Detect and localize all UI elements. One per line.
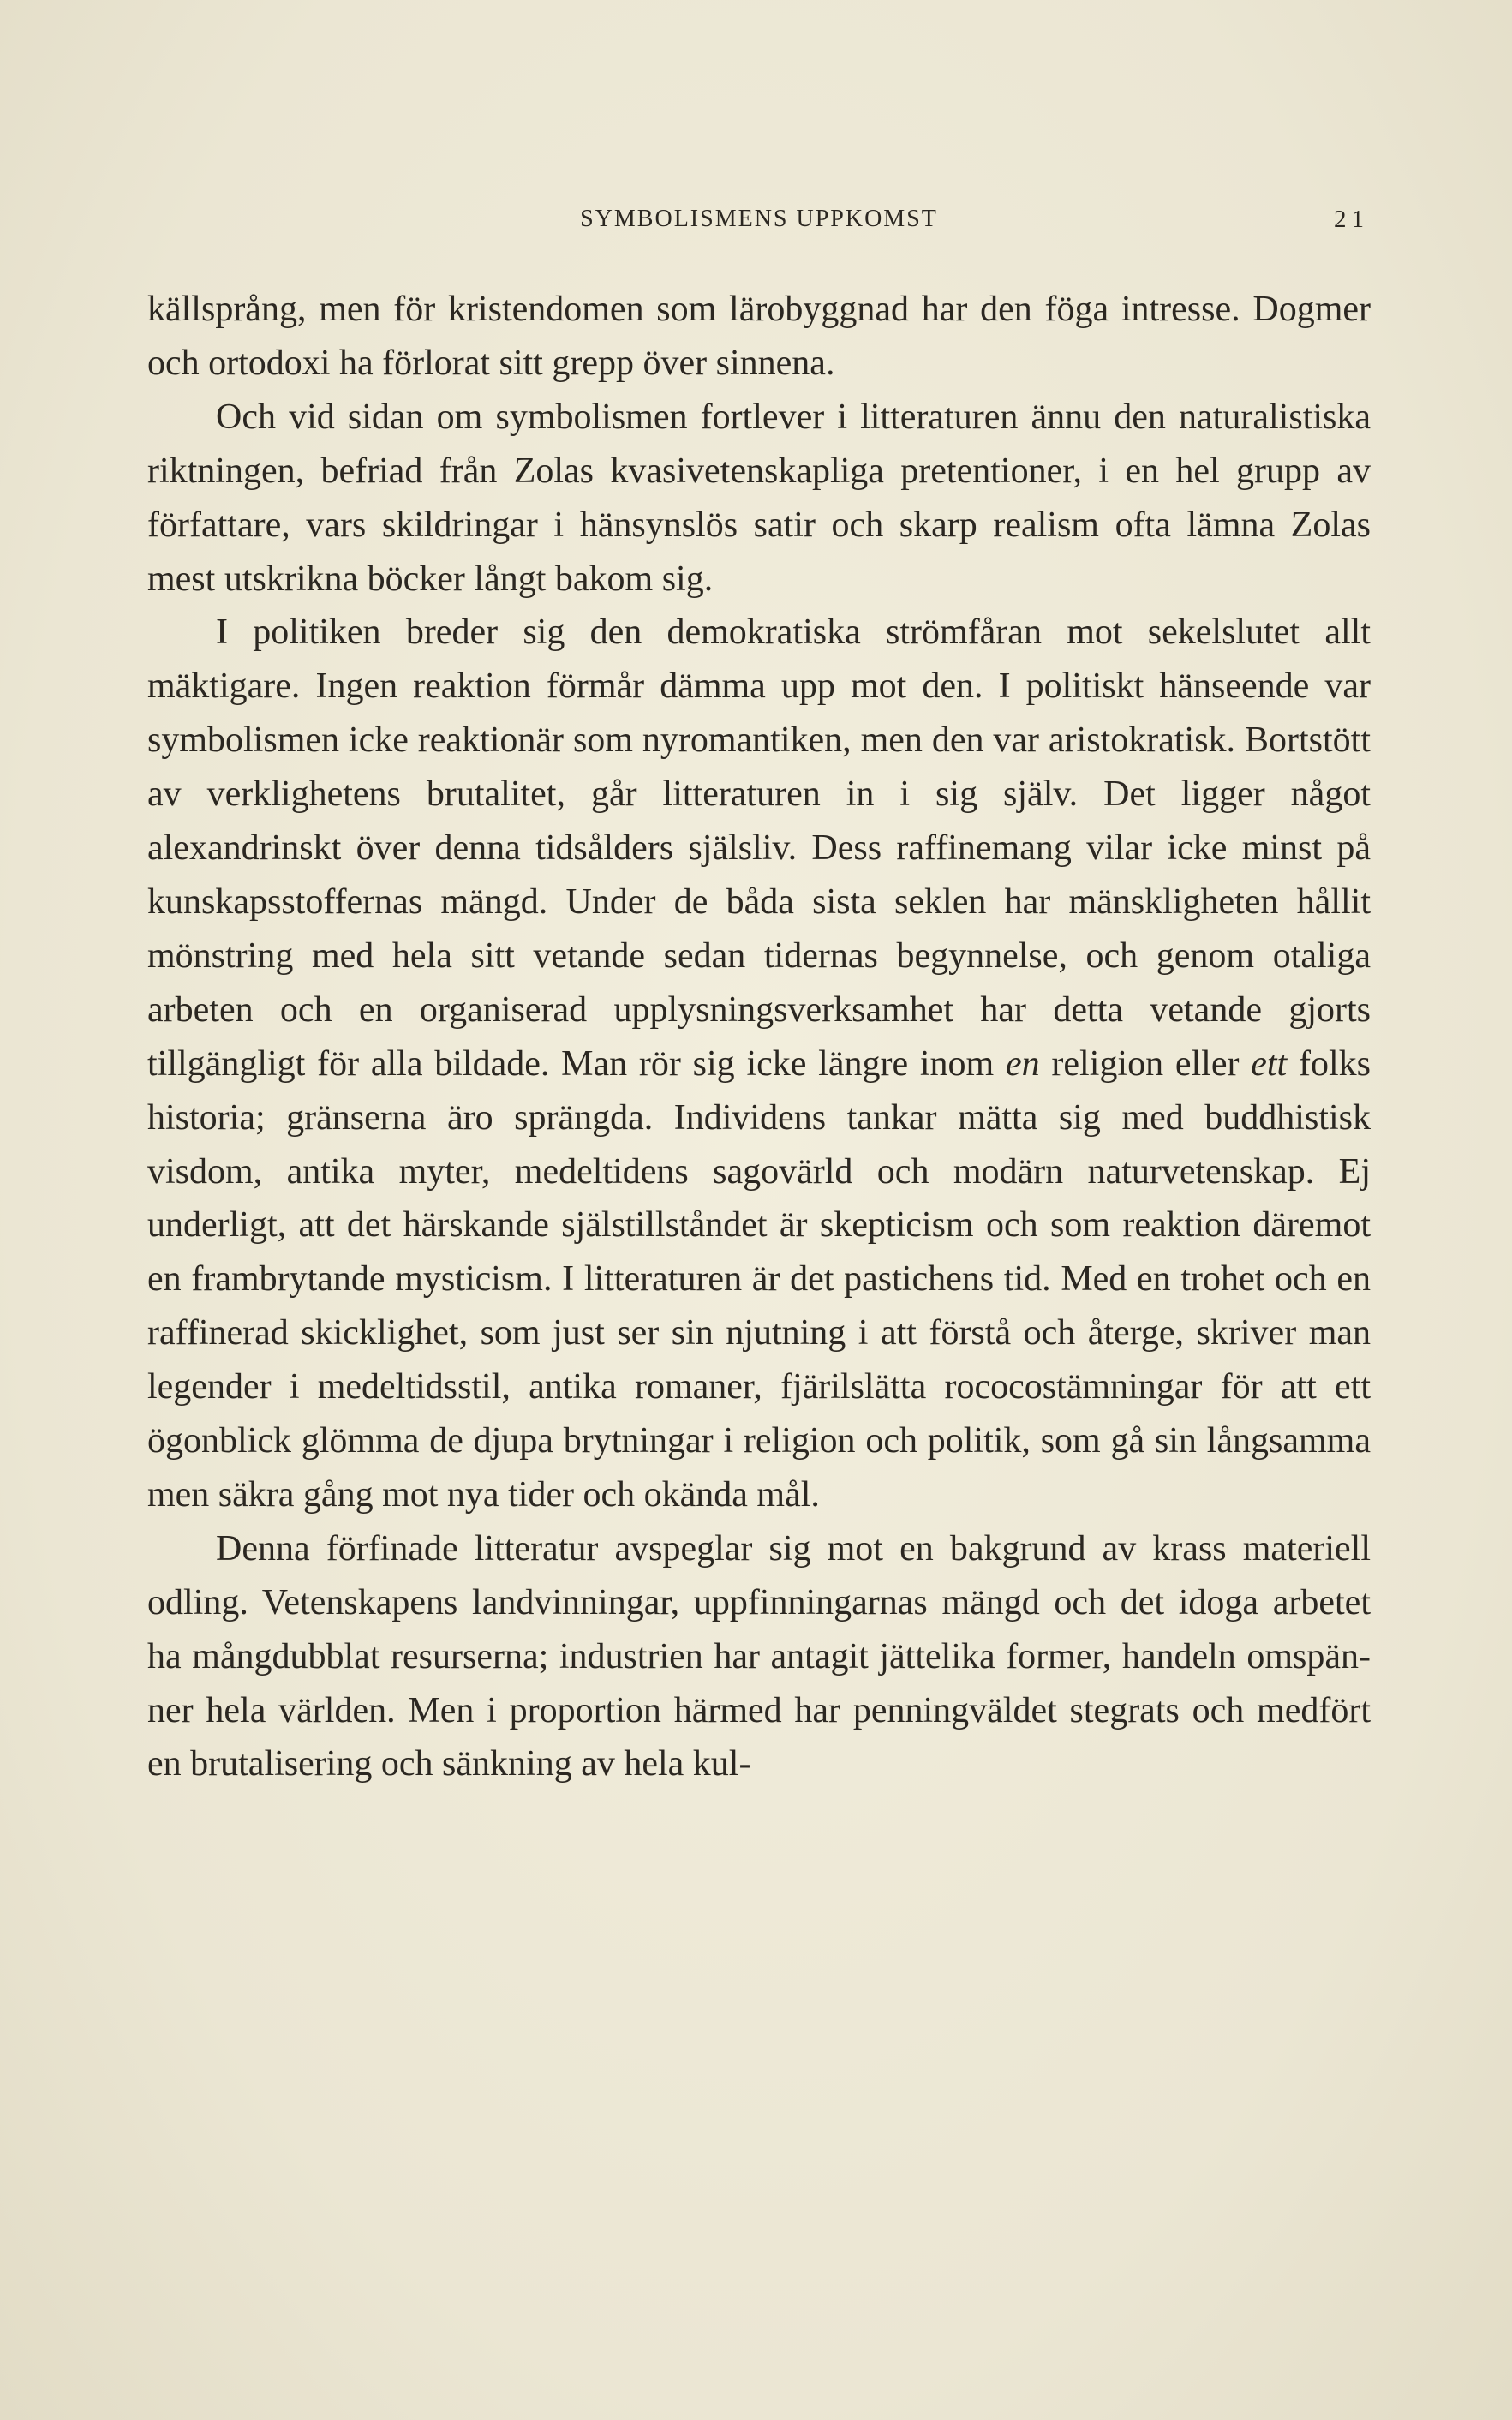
text-segment: I politiken breder sig den demokratiska strömfåran mot sekelslutet allt mäktigare. Ingen reaktion förmår dämma upp mot den. I politiskt hänseende var symbolismen icke reaktionär som nyromantiken, men den var aristokratisk. Bortstött av verklighetens brutalitet, går litteraturen in i sig själv. Det ligger något alexandrinskt över denna tidsålders själsliv. Dess raffinemang vilar icke minst på kunskapsstoffernas mängd. Under de båda sista seklen har mänskligheten hållit mönstring med hela sitt vetande sedan tidernas begynnelse, och genom otaliga arbeten och en organiserad upplysningsverksamhet har detta vetande gjorts tillgängligt för alla bildade. Man rör sig icke längre inom [147, 612, 1371, 1084]
page-number: 21 [1334, 206, 1369, 233]
italic-word: en [1006, 1043, 1040, 1084]
paragraph [147, 391, 1371, 606]
paragraph [147, 606, 1371, 1521]
text-segment: Och vid sidan om symbolismen fortlever i litteraturen ännu den naturalistiska riktningen, befriad från Zolas kvasivetenskapliga pretentioner, i en hel grupp av författare, vars skildringar i hänsynslös satir och skarp realism ofta lämna Zolas mest utskrikna böcker långt bakom sig. [147, 397, 1371, 599]
running-head [147, 206, 1371, 240]
body-text [147, 283, 1371, 1791]
paragraph [147, 1522, 1371, 1792]
italic-word: ett [1251, 1043, 1288, 1084]
text-segment: religion eller [1039, 1043, 1252, 1084]
text-segment: Denna förfinade litteratur avspeglar sig mot en bakgrund av krass materiell odling. Vetenskapens landvinningar, uppfinningarnas mängd och det idoga arbetet ha mångdubblat resurserna; industrien har antagit jättelika former, handeln omspänner hela världen. Men i proportion härmed har penningväldet stegrats och medfört en brutalisering och sänkning av hela kul- [147, 1528, 1371, 1784]
text-segment: folks historia; gränserna äro sprängda. Individens tankar mätta sig med buddhistisk visdom, antika myter, medeltidens sagovärld och modärn naturvetenskap. Ej underligt, att det härskande själstillståndet är skepticism och som reaktion däremot en frambrytande mysticism. I litteraturen är det pastichens tid. Med en trohet och en raffinerad skicklighet, som just ser sin njutning i att förstå och återge, skriver man legender i medeltidsstil, antika romaner, fjärilslätta rococostämningar för att ett ögonblick glömma de djupa brytningar i religion och politik, som gå sin långsamma men säkra gång mot nya tider och okända mål. [147, 1043, 1371, 1515]
text-segment: källsprång, men för kristendomen som lärobyggnad har den föga intresse. Dogmer och ortodoxi ha förlorat sitt grepp över sinnena. [147, 290, 1371, 383]
running-title: SYMBOLISMENS UPPKOMST [580, 206, 938, 232]
paragraph [147, 283, 1371, 391]
